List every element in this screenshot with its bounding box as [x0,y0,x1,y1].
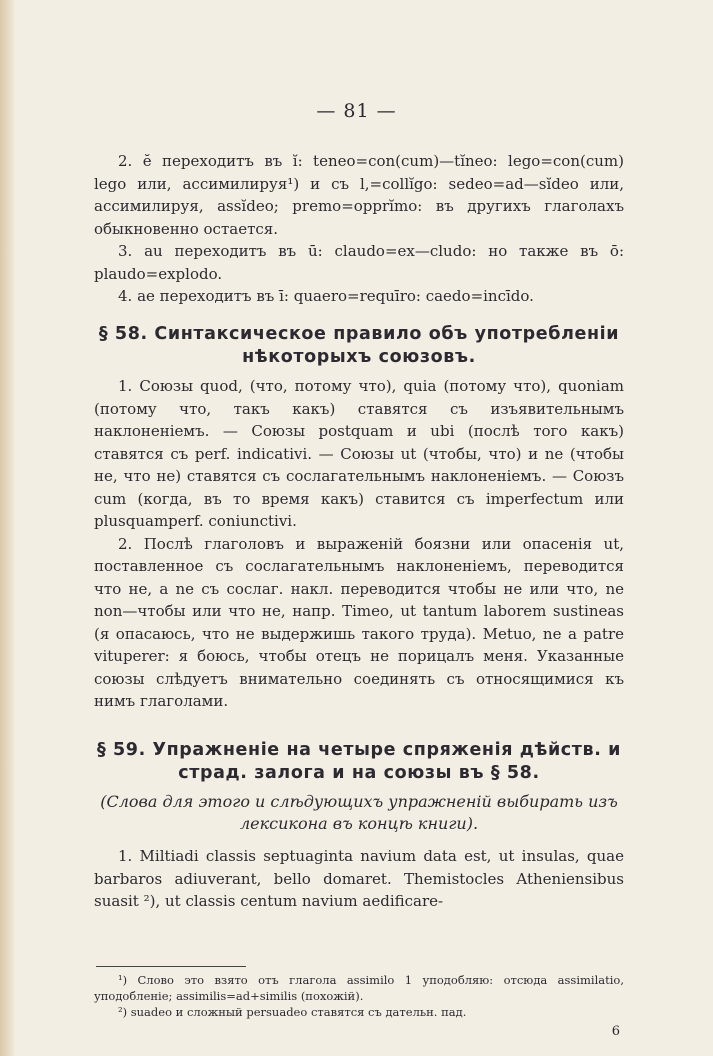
section-58-paragraph-2: 2. Послѣ глаголовъ и выраженій боязни или опасенія ut, поставленное съ сослагательнымъ наклоненіемъ, переводится что не, а ne съ сослаг. накл. переводится чтобы не или что, ne non—чтобы или что не, напр. Timeo, ut tantum laborem sustineas (я опасаюсь, что не выдержишь такого труда). Metuo, ne a patre vituperer: я боюсь, чтобы отецъ не порицалъ меня. Указанные союзы слѣдуетъ внимательно соединять съ относящимися къ нимъ глаголами. [94,534,624,710]
section-59-heading: § 59. Упражненіе на четыре спряженія дѣйств. и страд. залога и на союзы въ § 58. [96,740,621,783]
exercise-1: 1. Miltiadi classis septuaginta navium data est, ut insulas, quae barbaros adiuverant, bello domaret. Themistocles Atheniensibus suasit ²), ut classis centum navium aedificare- [94,847,624,910]
section-58-heading: § 58. Синтаксическое правило объ употребленіи нѣкоторыхъ союзовъ. [98,324,620,367]
page-number: — 81 — [316,100,397,122]
rule-2: 2. ĕ переходитъ въ ĭ: teneo=con(cum)—tĭneo: lego=con(cum) lego или, ассимилируя¹) и съ l,=collĭgo: sedeo=ad—sĭdeo или, ассимилируя, assĭdeo; premo=opprĭmo: въ другихъ глаголахъ обыкновенно остается. [94,152,624,238]
section-58-body [94,375,624,713]
footnote-1: ¹) Слово это взято отъ глагола assimilo 1 уподобляю: отсюда assimilatio, уподобленіе; assimilis=ad+similis (похожій). [94,973,624,1003]
rule-4: 4. ae переходитъ въ ī: quaero=requīro: caedo=incīdo. [118,287,534,305]
footnotes [94,972,624,1020]
signature-mark: 6 [611,1024,620,1039]
footnote-rule [96,966,246,967]
section-59-subtitle: (Слова для этого и слѣдующихъ упражненій выбирать изъ лексикона въ концѣ книги). [100,792,618,833]
section-58-paragraph-1: 1. Союзы quod, (что, потому что), quia (потому что), quoniam (потому что, такъ какъ) ставятся съ изъявительнымъ наклоненіемъ. — Союзы postquam и ubi (послѣ того какъ) ставятся съ perf. indicativi. — Союзы ut (чтобы, что) и ne (чтобы не, что не) ставятся съ сослагательнымъ наклоненіемъ. — Союзъ cum (когда, въ то время какъ) ставится съ imperfectum или plusquamperf. coniunctivi. [94,377,624,530]
rule-3: 3. au переходитъ въ ū: claudo=ex—cludo: но также въ ō: plaudo=explodo. [94,242,624,283]
footnote-2: ²) suadeo и сложный persuadeo ставятся съ дательн. пад. [118,1005,467,1019]
vowel-change-rules [94,150,624,308]
section-59-exercise [94,845,624,913]
